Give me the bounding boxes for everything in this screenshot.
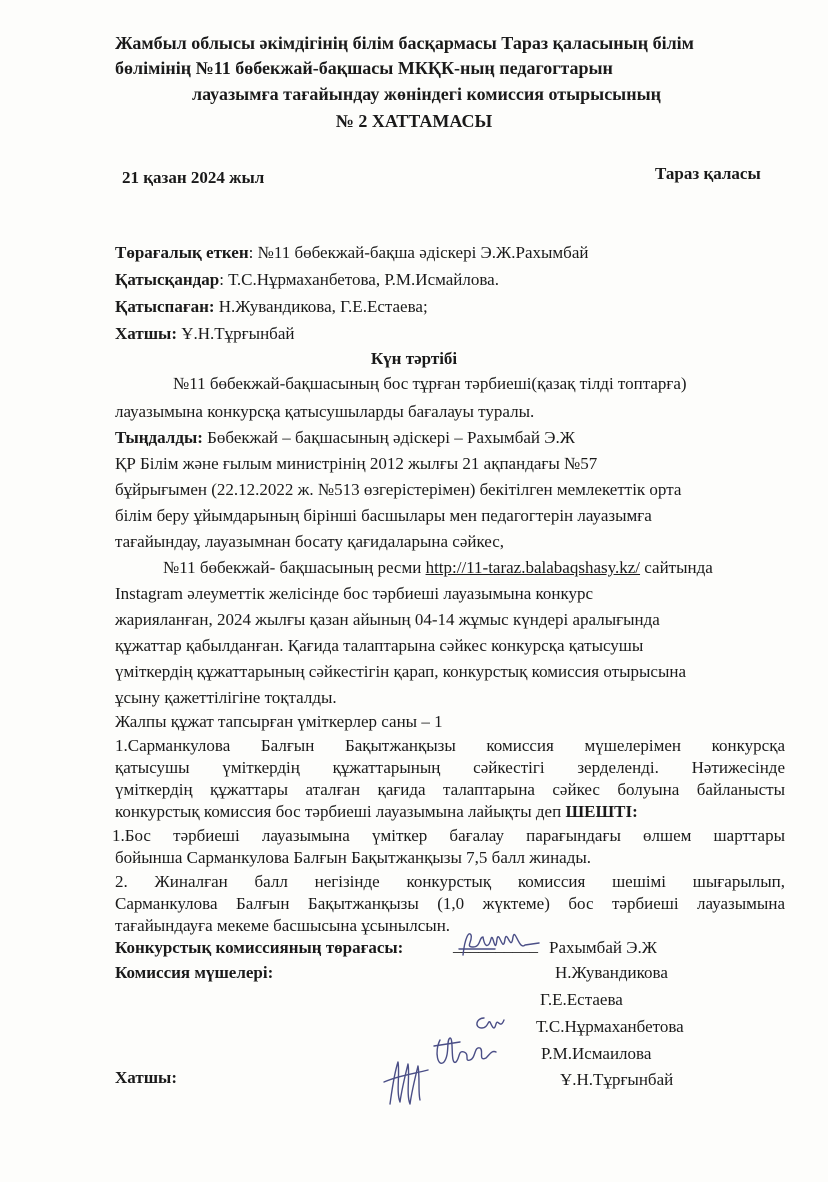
header-line-1: Жамбыл облысы әкімдігінің білім басқармасы Тараз қаласының білім — [115, 33, 694, 53]
member-3: Т.С.Нұрмаханбетова — [536, 1017, 684, 1036]
heard-line-5: тағайындау, лауазымнан босату қағидаларына сәйкес, — [115, 532, 505, 551]
chair-signature-name: Рахымбай Э.Ж — [549, 938, 657, 957]
chair-value: : №11 бөбекжай-бақша әдіскері Э.Ж.Рахымбай — [248, 243, 589, 262]
heard-row — [115, 427, 575, 449]
present-row — [115, 269, 499, 291]
chair-label: Төрағалық еткен — [115, 243, 249, 262]
present-value: : Т.С.Нұрмаханбетова, Р.М.Исмайлова. — [219, 270, 499, 289]
protocol-number: № 2 ХАТТАМАСЫ — [335, 111, 493, 131]
decision-p1-line-3: үміткердің құжаттары аталған қағида талаптарына сәйкес болуына байланысты — [115, 780, 785, 799]
announcement-line-1 — [163, 557, 713, 579]
secretary-value: Ұ.Н.Тұрғынбай — [176, 324, 295, 343]
announcement-line-2: Instagram әлеуметтік желісінде бос тәрбиеші лауазымына конкурс — [115, 584, 594, 603]
protocol-date: 21 қазан 2024 жыл — [122, 168, 265, 187]
decision-p1-line-4 — [115, 801, 638, 823]
secretary-signature-name: Ұ.Н.Тұрғынбай — [560, 1070, 674, 1089]
agenda-line-2: лауазымына конкурсқа қатысушыларды бағалауы туралы. — [115, 402, 535, 421]
absent-label: Қатыспаған: — [115, 297, 215, 316]
decision-p3-line-2: Сарманкулова Балғын Бақытжанқызы (1,0 жүктеме) бос тәрбиеші лауазымына — [115, 894, 785, 913]
decision-p1-line-4-text: конкурстық комиссия бос тәрбиеші лауазымына лайықты деп — [115, 802, 566, 821]
member-handwritten-signature-1 — [470, 1010, 510, 1040]
decision-p2-line-1: 1.Бос тәрбиеші лауазымына үміткер бағалау парағындағы өлшем шарттары — [112, 826, 785, 845]
agenda-heading: Күн тәртібі — [370, 349, 458, 368]
decision-p1-line-2: қатысушы үміткердің құжаттарының сәйкестігі зерделенді. Нәтижесінде — [115, 758, 785, 777]
secretary-signature-label: Хатшы: — [115, 1068, 177, 1087]
announcement-pre: №11 бөбекжай- бақшасының ресми — [163, 558, 426, 577]
secretary-label: Хатшы: — [115, 324, 177, 343]
decision-p2-line-2: бойынша Сарманкулова Балғын Бақытжанқызы 7,5 балл жинады. — [115, 848, 592, 867]
secretary-row — [115, 323, 294, 345]
announcement-post: сайтында — [640, 558, 713, 577]
member-1: Н.Жувандикова — [555, 963, 668, 982]
absent-row — [115, 296, 428, 318]
secretary-handwritten-signature — [378, 1052, 438, 1110]
announcement-line-4: құжаттар қабылданған. Қағида талаптарына сәйкес конкурсқа қатысушы — [115, 636, 644, 655]
header-line-3: лауазымға тағайындау жөніндегі комиссия отырысының — [192, 84, 662, 104]
chair-row — [115, 242, 588, 264]
protocol-city: Тараз қаласы — [655, 164, 761, 183]
absent-value: Н.Жувандикова, Г.Е.Естаева; — [214, 297, 428, 316]
heard-line-2: ҚР Білім және ғылым министрінің 2012 жылғы 21 ақпандағы №57 — [115, 454, 598, 473]
heard-line-4: білім беру ұйымдарының бірінші басшылары мен педагогтерін лауазымға — [115, 506, 652, 525]
member-2: Г.Е.Естаева — [540, 990, 623, 1009]
member-4: Р.М.Исмаилова — [541, 1044, 652, 1063]
decision-p3-line-1: 2. Жиналған балл негізінде конкурстық комиссия шешімі шығарылып, — [115, 872, 785, 891]
decision-p1-line-1: 1.Сарманкулова Балғын Бақытжанқызы комиссия мүшелерімен конкурсқа — [115, 736, 785, 755]
website-link[interactable]: http://11-taraz.balabaqshasy.kz/ — [425, 558, 641, 577]
heard-line-3: бұйрығымен (22.12.2022 ж. №513 өзгерістерімен) бекітілген мемлекеттік орта — [115, 480, 682, 499]
present-label: Қатысқандар — [115, 270, 220, 289]
chair-signature-line: __________ — [453, 936, 538, 955]
heard-label: Тыңдалды: — [115, 428, 203, 447]
agenda-line-1: №11 бөбекжай-бақшасының бос тұрған тәрбиеші(қазақ тілді топтарға) — [173, 374, 687, 393]
header-line-2: бөлімінің №11 бөбекжай-бақшасы МКҚК-ның педагогтарын — [115, 58, 613, 78]
announcement-line-3: жарияланған, 2024 жылғы қазан айының 04-14 жұмыс күндері аралығында — [115, 610, 660, 629]
candidates-total: Жалпы құжат тапсырған үміткерлер саны – 1 — [115, 712, 443, 731]
decision-p3-line-3: тағайындауға мекеме басшысына ұсынылсын. — [115, 916, 451, 935]
announcement-line-5: үміткердің құжаттарының сәйкестігін қарап, конкурстық комиссия отырысына — [115, 662, 687, 681]
chair-signature-label: Конкурстық комиссияның төрағасы: — [115, 938, 404, 957]
members-label: Комиссия мүшелері: — [115, 963, 274, 982]
decided-keyword: ШЕШТІ: — [565, 802, 638, 821]
member-handwritten-signature-2 — [430, 1032, 500, 1074]
announcement-line-6: ұсыну қажеттілігіне тоқталды. — [115, 688, 337, 707]
heard-value: Бөбекжай – бақшасының әдіскері – Рахымбай Э.Ж — [202, 428, 575, 447]
